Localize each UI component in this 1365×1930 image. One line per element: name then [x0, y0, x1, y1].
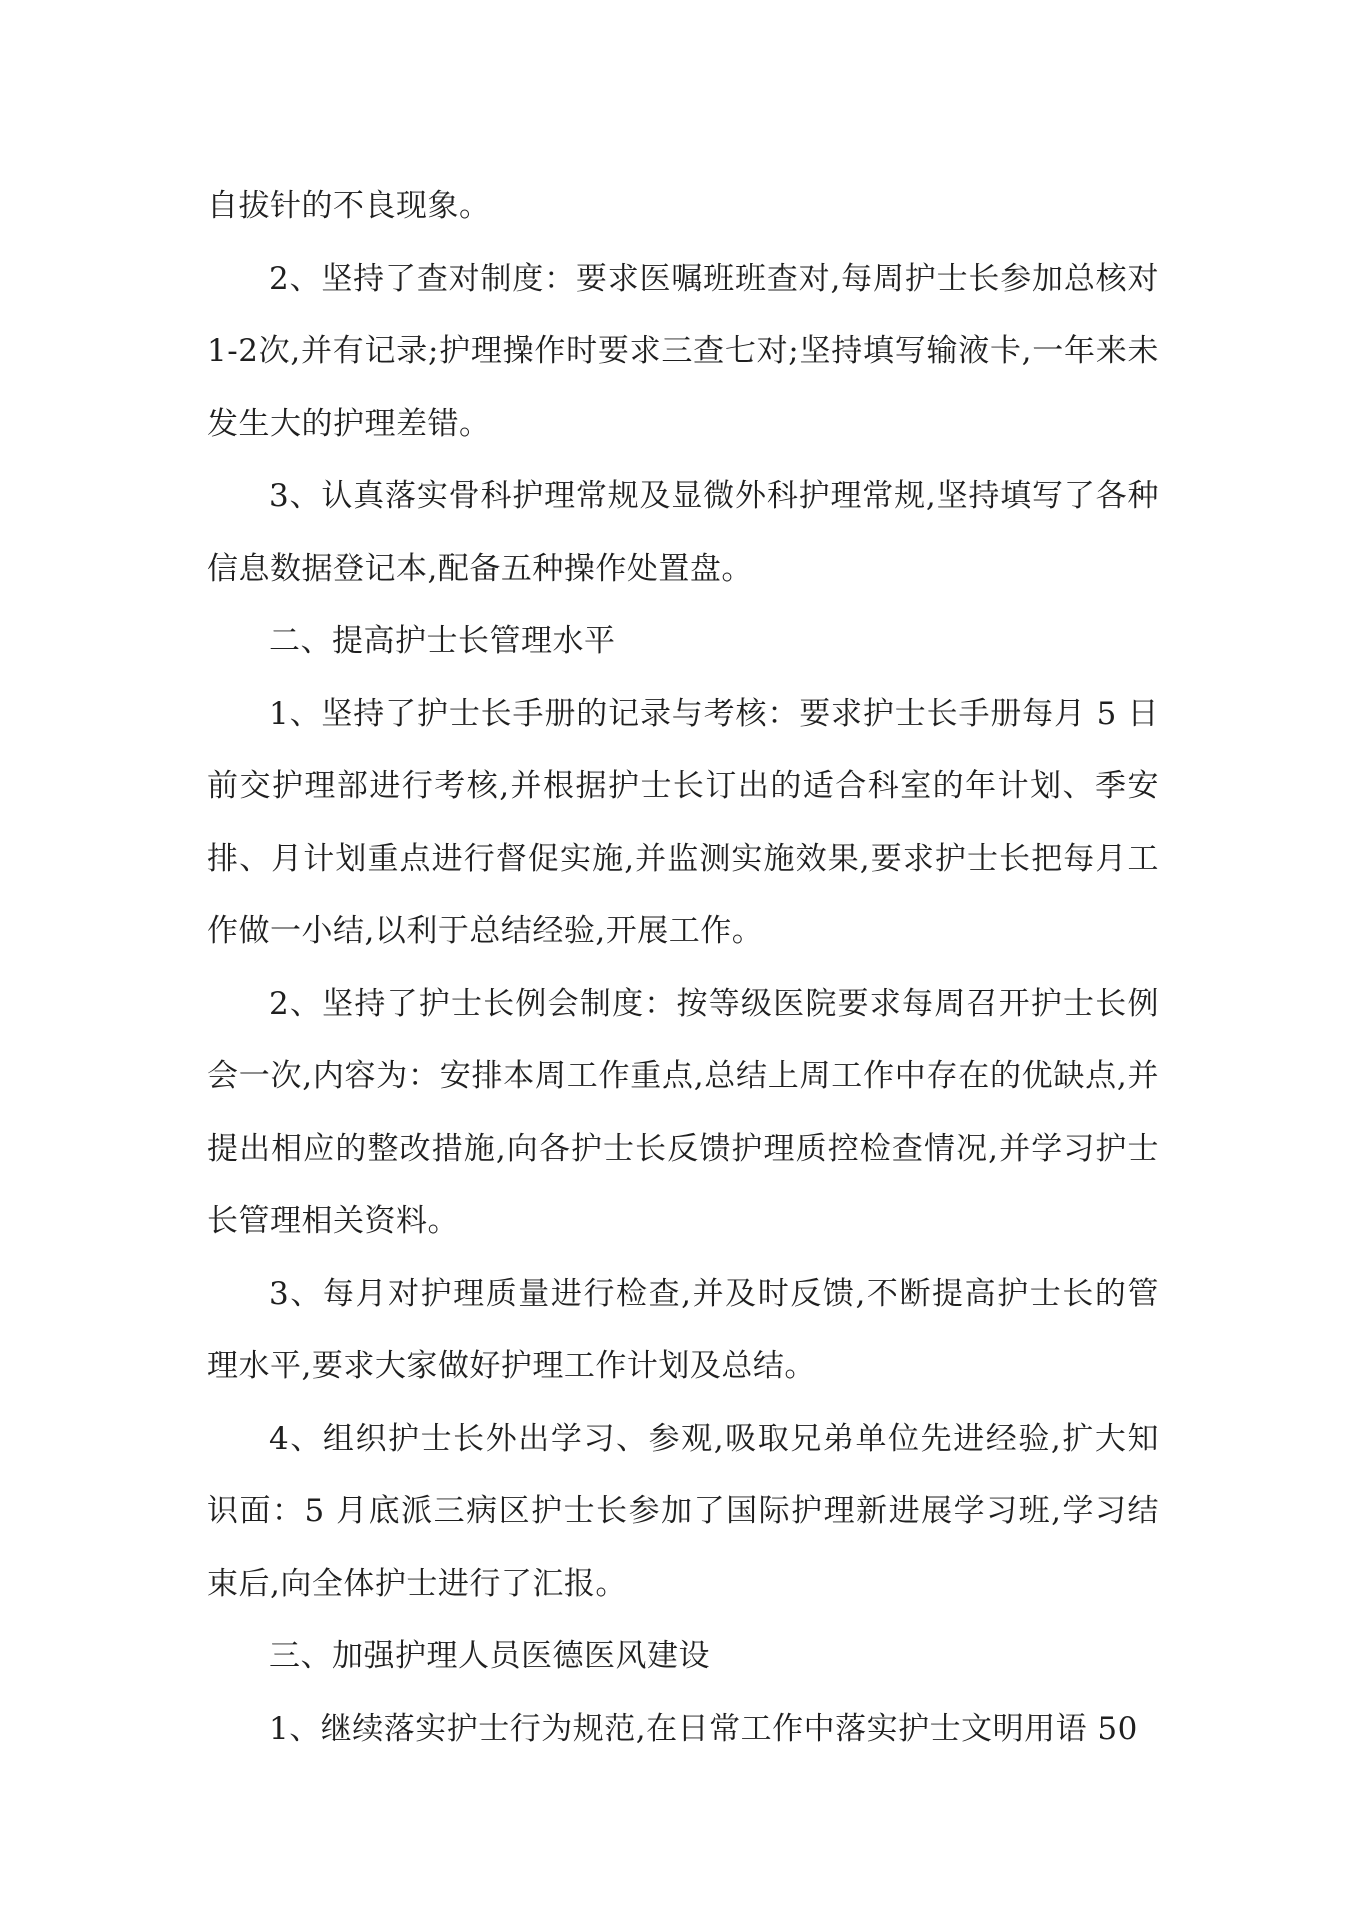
paragraph-monthly-inspection: 3、每月对护理质量进行检查,并及时反馈,不断提高护士长的管理水平,要求大家做好护理工作计划及总结。	[207, 1275, 1159, 1384]
paragraph-study-visits: 4、组织护士长外出学习、参观,吸取兄弟单位先进经验,扩大知识面：5 月底派三病区护士长参加了国际护理新进展学习班,学习结束后,向全体护士进行了汇报。	[207, 1420, 1159, 1602]
paragraph-behavior-norms: 1、继续落实护士行为规范,在日常工作中落实护士文明用语 50	[269, 1710, 1138, 1747]
paragraph-check-system: 2、坚持了查对制度：要求医嘱班班查对,每周护士长参加总核对1-2次,并有记录;护理操作时要求三查七对;坚持填写输液卡,一年来未发生大的护理差错。	[207, 260, 1159, 442]
paragraph-weekly-meeting: 2、坚持了护士长例会制度：按等级医院要求每周召开护士长例会一次,内容为：安排本周工作重点,总结上周工作中存在的优缺点,并提出相应的整改措施,向各护士长反馈护理质控检查情况,并学习护士长管理相关资料。	[207, 985, 1159, 1239]
document-body	[207, 170, 1159, 1765]
paragraph-head-nurse-manual: 1、坚持了护士长手册的记录与考核：要求护士长手册每月 5 日前交护理部进行考核,并根据护士长订出的适合科室的年计划、季安排、月计划重点进行督促实施,并监测实施效果,要求护士长把每月工作做一小结,以利于总结经验,开展工作。	[207, 695, 1159, 949]
section-heading-ethics: 三、加强护理人员医德医风建设	[269, 1638, 710, 1674]
paragraph-nursing-routine: 3、认真落实骨科护理常规及显微外科护理常规,坚持填写了各种信息数据登记本,配备五种操作处置盘。	[207, 478, 1159, 587]
section-heading-management: 二、提高护士长管理水平	[269, 623, 616, 659]
paragraph-continuation: 自拔针的不良现象。	[207, 188, 491, 224]
